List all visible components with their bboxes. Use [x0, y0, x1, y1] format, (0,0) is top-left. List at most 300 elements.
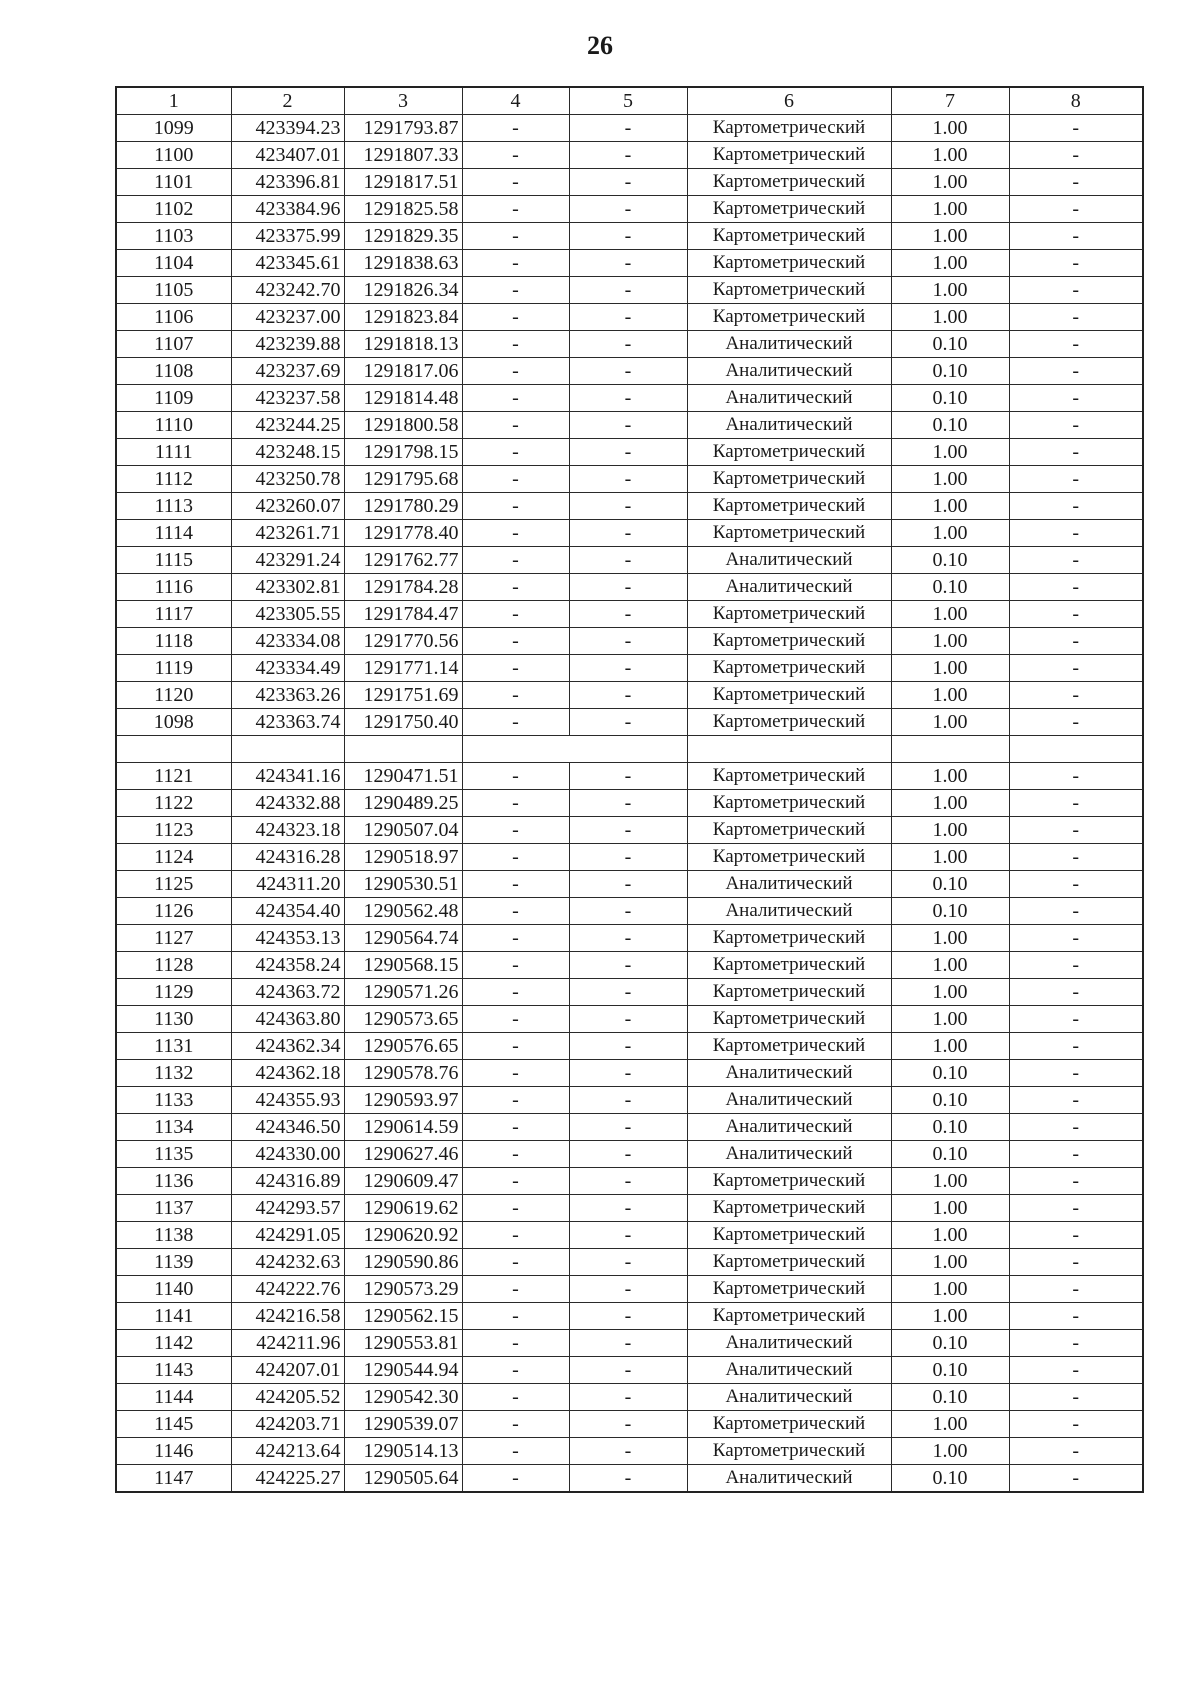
column-4-cell: - [462, 1060, 569, 1087]
column-5-cell: - [569, 277, 687, 304]
column-5-cell: - [569, 1249, 687, 1276]
column-8-cell: - [1009, 790, 1143, 817]
x-coordinate-cell: 424205.52 [231, 1384, 344, 1411]
y-coordinate-cell: 1291770.56 [344, 628, 462, 655]
table-row [116, 1384, 1143, 1411]
column-4-cell: - [462, 1303, 569, 1330]
column-5-cell: - [569, 169, 687, 196]
point-number-cell: 1139 [116, 1249, 231, 1276]
y-coordinate-cell: 1291825.58 [344, 196, 462, 223]
table-row [116, 871, 1143, 898]
column-4-cell: - [462, 277, 569, 304]
method-cell: Картометрический [687, 925, 891, 952]
column-4-cell: - [462, 196, 569, 223]
accuracy-cell: 1.00 [891, 1303, 1009, 1330]
method-cell: Аналитический [687, 1330, 891, 1357]
column-4-cell: - [462, 520, 569, 547]
x-coordinate-cell: 424316.89 [231, 1168, 344, 1195]
accuracy-cell: 1.00 [891, 1195, 1009, 1222]
accuracy-cell: 0.10 [891, 1114, 1009, 1141]
point-number-cell: 1117 [116, 601, 231, 628]
column-5-cell: - [569, 574, 687, 601]
column-8-cell: - [1009, 439, 1143, 466]
method-cell: Картометрический [687, 1006, 891, 1033]
y-coordinate-cell: 1290505.64 [344, 1465, 462, 1493]
y-coordinate-cell: 1291780.29 [344, 493, 462, 520]
column-5-cell: - [569, 709, 687, 736]
column-header: 7 [891, 87, 1009, 115]
method-cell: Аналитический [687, 412, 891, 439]
column-5-cell: - [569, 439, 687, 466]
column-8-cell: - [1009, 412, 1143, 439]
column-5-cell: - [569, 1384, 687, 1411]
accuracy-cell: 0.10 [891, 1087, 1009, 1114]
x-coordinate-cell: 424293.57 [231, 1195, 344, 1222]
point-number-cell: 1116 [116, 574, 231, 601]
method-cell: Аналитический [687, 898, 891, 925]
method-cell: Картометрический [687, 952, 891, 979]
x-coordinate-cell: 424291.05 [231, 1222, 344, 1249]
point-number-cell: 1131 [116, 1033, 231, 1060]
y-coordinate-cell: 1291771.14 [344, 655, 462, 682]
column-4-cell: - [462, 1006, 569, 1033]
x-coordinate-cell: 423237.58 [231, 385, 344, 412]
x-coordinate-cell: 423260.07 [231, 493, 344, 520]
table-row [116, 1249, 1143, 1276]
x-coordinate-cell: 424341.16 [231, 763, 344, 790]
column-5-cell: - [569, 1087, 687, 1114]
y-coordinate-cell: 1291817.51 [344, 169, 462, 196]
method-cell: Картометрический [687, 493, 891, 520]
y-coordinate-cell: 1291798.15 [344, 439, 462, 466]
method-cell: Картометрический [687, 196, 891, 223]
column-4-cell: - [462, 1465, 569, 1493]
column-8-cell: - [1009, 1168, 1143, 1195]
x-coordinate-cell [231, 736, 344, 763]
x-coordinate-cell: 424213.64 [231, 1438, 344, 1465]
column-5-cell: - [569, 331, 687, 358]
column-4-cell: - [462, 844, 569, 871]
x-coordinate-cell: 423334.49 [231, 655, 344, 682]
column-header: 8 [1009, 87, 1143, 115]
table-row [116, 925, 1143, 952]
y-coordinate-cell: 1290514.13 [344, 1438, 462, 1465]
accuracy-cell: 0.10 [891, 385, 1009, 412]
x-coordinate-cell: 423384.96 [231, 196, 344, 223]
x-coordinate-cell: 423237.00 [231, 304, 344, 331]
method-cell: Картометрический [687, 817, 891, 844]
point-number-cell: 1140 [116, 1276, 231, 1303]
column-8-cell: - [1009, 844, 1143, 871]
y-coordinate-cell: 1290593.97 [344, 1087, 462, 1114]
method-cell: Аналитический [687, 547, 891, 574]
column-8-cell: - [1009, 142, 1143, 169]
column-4-cell: - [462, 1168, 569, 1195]
y-coordinate-cell: 1290530.51 [344, 871, 462, 898]
y-coordinate-cell: 1291800.58 [344, 412, 462, 439]
y-coordinate-cell: 1290590.86 [344, 1249, 462, 1276]
column-8-cell: - [1009, 1060, 1143, 1087]
accuracy-cell: 1.00 [891, 169, 1009, 196]
point-number-cell: 1112 [116, 466, 231, 493]
method-cell: Картометрический [687, 1222, 891, 1249]
column-5-cell: - [569, 1168, 687, 1195]
table-row [116, 817, 1143, 844]
y-coordinate-cell: 1290568.15 [344, 952, 462, 979]
accuracy-cell: 1.00 [891, 1438, 1009, 1465]
column-8-cell: - [1009, 898, 1143, 925]
column-8-cell: - [1009, 574, 1143, 601]
column-header: 2 [231, 87, 344, 115]
method-cell: Аналитический [687, 331, 891, 358]
x-coordinate-cell: 424232.63 [231, 1249, 344, 1276]
method-cell: Картометрический [687, 1033, 891, 1060]
column-5-cell: - [569, 358, 687, 385]
table-row [116, 466, 1143, 493]
accuracy-cell: 1.00 [891, 196, 1009, 223]
accuracy-cell: 1.00 [891, 1411, 1009, 1438]
column-5-cell: - [569, 979, 687, 1006]
y-coordinate-cell: 1291784.28 [344, 574, 462, 601]
accuracy-cell: 1.00 [891, 601, 1009, 628]
accuracy-cell: 1.00 [891, 1249, 1009, 1276]
method-cell: Картометрический [687, 655, 891, 682]
table-row [116, 790, 1143, 817]
accuracy-cell: 0.10 [891, 871, 1009, 898]
table-row [116, 1411, 1143, 1438]
y-coordinate-cell: 1290507.04 [344, 817, 462, 844]
column-5-cell: - [569, 925, 687, 952]
x-coordinate-cell: 423237.69 [231, 358, 344, 385]
column-4-cell: - [462, 493, 569, 520]
column-8-cell: - [1009, 1006, 1143, 1033]
y-coordinate-cell: 1290562.48 [344, 898, 462, 925]
point-number-cell: 1142 [116, 1330, 231, 1357]
column-8-cell: - [1009, 628, 1143, 655]
x-coordinate-cell: 423261.71 [231, 520, 344, 547]
column-4-cell: - [462, 547, 569, 574]
table-row [116, 1303, 1143, 1330]
column-4-cell: - [462, 925, 569, 952]
accuracy-cell: 0.10 [891, 898, 1009, 925]
coordinates-table [115, 86, 1144, 1493]
column-8-cell: - [1009, 1033, 1143, 1060]
column-5-cell: - [569, 223, 687, 250]
column-4-cell: - [462, 1330, 569, 1357]
point-number-cell: 1126 [116, 898, 231, 925]
x-coordinate-cell: 424358.24 [231, 952, 344, 979]
point-number-cell: 1123 [116, 817, 231, 844]
table-row [116, 115, 1143, 142]
y-coordinate-cell: 1290553.81 [344, 1330, 462, 1357]
accuracy-cell: 0.10 [891, 1330, 1009, 1357]
point-number-cell: 1104 [116, 250, 231, 277]
y-coordinate-cell: 1291750.40 [344, 709, 462, 736]
point-number-cell: 1118 [116, 628, 231, 655]
method-cell: Картометрический [687, 169, 891, 196]
x-coordinate-cell: 423302.81 [231, 574, 344, 601]
column-4-cell: - [462, 1357, 569, 1384]
x-coordinate-cell: 423363.26 [231, 682, 344, 709]
x-coordinate-cell: 424211.96 [231, 1330, 344, 1357]
x-coordinate-cell: 423248.15 [231, 439, 344, 466]
point-number-cell: 1129 [116, 979, 231, 1006]
point-number-cell: 1110 [116, 412, 231, 439]
method-cell: Картометрический [687, 439, 891, 466]
column-8-cell: - [1009, 1411, 1143, 1438]
column-4-cell: - [462, 655, 569, 682]
x-coordinate-cell: 424363.80 [231, 1006, 344, 1033]
column-8-cell: - [1009, 547, 1143, 574]
column-8-cell: - [1009, 223, 1143, 250]
table-row [116, 250, 1143, 277]
column-header: 6 [687, 87, 891, 115]
column-4-cell: - [462, 1222, 569, 1249]
accuracy-cell: 1.00 [891, 952, 1009, 979]
column-5-cell: - [569, 385, 687, 412]
column-8-cell: - [1009, 1384, 1143, 1411]
column-4-cell: - [462, 682, 569, 709]
y-coordinate-cell: 1290573.29 [344, 1276, 462, 1303]
point-number-cell: 1099 [116, 115, 231, 142]
column-4-cell: - [462, 142, 569, 169]
method-cell [687, 736, 891, 763]
accuracy-cell: 1.00 [891, 115, 1009, 142]
point-number-cell: 1143 [116, 1357, 231, 1384]
point-number-cell: 1121 [116, 763, 231, 790]
column-5-cell: - [569, 250, 687, 277]
method-cell: Аналитический [687, 1087, 891, 1114]
method-cell: Картометрический [687, 628, 891, 655]
y-coordinate-cell: 1291826.34 [344, 277, 462, 304]
method-cell: Картометрический [687, 763, 891, 790]
method-cell: Аналитический [687, 574, 891, 601]
column-4-cell: - [462, 1249, 569, 1276]
table-row [116, 1060, 1143, 1087]
x-coordinate-cell: 423407.01 [231, 142, 344, 169]
column-5-cell: - [569, 1195, 687, 1222]
y-coordinate-cell: 1290544.94 [344, 1357, 462, 1384]
column-4-cell: - [462, 790, 569, 817]
method-cell: Картометрический [687, 682, 891, 709]
column-4-cell: - [462, 115, 569, 142]
point-number-cell: 1141 [116, 1303, 231, 1330]
y-coordinate-cell: 1290539.07 [344, 1411, 462, 1438]
table-row [116, 1033, 1143, 1060]
column-4-cell: - [462, 574, 569, 601]
method-cell: Картометрический [687, 709, 891, 736]
method-cell: Картометрический [687, 520, 891, 547]
accuracy-cell: 0.10 [891, 1384, 1009, 1411]
accuracy-cell: 0.10 [891, 547, 1009, 574]
table-row [116, 142, 1143, 169]
column-8-cell: - [1009, 1141, 1143, 1168]
table-row [116, 385, 1143, 412]
column-8-cell: - [1009, 817, 1143, 844]
table-row [116, 1114, 1143, 1141]
column-5-cell: - [569, 790, 687, 817]
x-coordinate-cell: 423305.55 [231, 601, 344, 628]
table-row [116, 196, 1143, 223]
accuracy-cell: 1.00 [891, 277, 1009, 304]
method-cell: Аналитический [687, 1465, 891, 1493]
column-4-cell: - [462, 439, 569, 466]
method-cell: Картометрический [687, 1168, 891, 1195]
point-number-cell: 1134 [116, 1114, 231, 1141]
point-number-cell: 1122 [116, 790, 231, 817]
x-coordinate-cell: 423250.78 [231, 466, 344, 493]
y-coordinate-cell: 1291795.68 [344, 466, 462, 493]
point-number-cell: 1127 [116, 925, 231, 952]
table-row [116, 574, 1143, 601]
accuracy-cell: 1.00 [891, 682, 1009, 709]
column-4-cell: - [462, 304, 569, 331]
column-8-cell: - [1009, 763, 1143, 790]
table-row [116, 358, 1143, 385]
accuracy-cell: 0.10 [891, 1060, 1009, 1087]
accuracy-cell: 1.00 [891, 1276, 1009, 1303]
column-4-cell: - [462, 763, 569, 790]
column-4-cell: - [462, 358, 569, 385]
point-number-cell: 1125 [116, 871, 231, 898]
column-5-cell: - [569, 871, 687, 898]
table-row [116, 844, 1143, 871]
x-coordinate-cell: 423244.25 [231, 412, 344, 439]
y-coordinate-cell: 1291762.77 [344, 547, 462, 574]
point-number-cell: 1109 [116, 385, 231, 412]
column-8-cell: - [1009, 1276, 1143, 1303]
method-cell: Картометрический [687, 1249, 891, 1276]
y-coordinate-cell: 1290562.15 [344, 1303, 462, 1330]
accuracy-cell: 0.10 [891, 331, 1009, 358]
column-4-cell [462, 736, 569, 763]
table-row [116, 628, 1143, 655]
accuracy-cell: 1.00 [891, 763, 1009, 790]
column-4-cell: - [462, 331, 569, 358]
y-coordinate-cell: 1290518.97 [344, 844, 462, 871]
accuracy-cell: 0.10 [891, 358, 1009, 385]
column-5-cell: - [569, 601, 687, 628]
column-4-cell: - [462, 628, 569, 655]
column-5-cell: - [569, 655, 687, 682]
point-number-cell: 1144 [116, 1384, 231, 1411]
point-number-cell: 1103 [116, 223, 231, 250]
y-coordinate-cell: 1291784.47 [344, 601, 462, 628]
column-5-cell: - [569, 1438, 687, 1465]
column-8-cell: - [1009, 1087, 1143, 1114]
column-5-cell: - [569, 1006, 687, 1033]
method-cell: Картометрический [687, 223, 891, 250]
point-number-cell: 1128 [116, 952, 231, 979]
column-5-cell: - [569, 628, 687, 655]
table-row [116, 439, 1143, 466]
accuracy-cell: 1.00 [891, 223, 1009, 250]
method-cell: Картометрический [687, 1276, 891, 1303]
method-cell: Картометрический [687, 142, 891, 169]
accuracy-cell: 1.00 [891, 790, 1009, 817]
point-number-cell: 1098 [116, 709, 231, 736]
table-row [116, 331, 1143, 358]
table-row [116, 1195, 1143, 1222]
method-cell: Аналитический [687, 1060, 891, 1087]
point-number-cell: 1113 [116, 493, 231, 520]
column-8-cell: - [1009, 493, 1143, 520]
accuracy-cell: 1.00 [891, 979, 1009, 1006]
method-cell: Картометрический [687, 844, 891, 871]
column-8-cell: - [1009, 709, 1143, 736]
column-5-cell: - [569, 898, 687, 925]
y-coordinate-cell [344, 736, 462, 763]
column-8-cell: - [1009, 925, 1143, 952]
x-coordinate-cell: 423396.81 [231, 169, 344, 196]
y-coordinate-cell: 1291838.63 [344, 250, 462, 277]
method-cell: Аналитический [687, 871, 891, 898]
table-row [116, 709, 1143, 736]
column-4-cell: - [462, 250, 569, 277]
table-row [116, 1141, 1143, 1168]
point-number-cell: 1108 [116, 358, 231, 385]
method-cell: Аналитический [687, 1357, 891, 1384]
point-number-cell: 1146 [116, 1438, 231, 1465]
point-number-cell: 1115 [116, 547, 231, 574]
y-coordinate-cell: 1290542.30 [344, 1384, 462, 1411]
y-coordinate-cell: 1290571.26 [344, 979, 462, 1006]
accuracy-cell: 0.10 [891, 1465, 1009, 1493]
accuracy-cell: 0.10 [891, 412, 1009, 439]
column-8-cell: - [1009, 1357, 1143, 1384]
accuracy-cell: 1.00 [891, 709, 1009, 736]
method-cell: Картометрический [687, 1303, 891, 1330]
table-row [116, 601, 1143, 628]
accuracy-cell: 1.00 [891, 844, 1009, 871]
point-number-cell [116, 736, 231, 763]
column-5-cell: - [569, 1222, 687, 1249]
column-5-cell: - [569, 1303, 687, 1330]
accuracy-cell: 1.00 [891, 493, 1009, 520]
point-number-cell: 1138 [116, 1222, 231, 1249]
y-coordinate-cell: 1290564.74 [344, 925, 462, 952]
x-coordinate-cell: 424346.50 [231, 1114, 344, 1141]
column-5-cell: - [569, 817, 687, 844]
column-8-cell: - [1009, 871, 1143, 898]
method-cell: Картометрический [687, 979, 891, 1006]
point-number-cell: 1124 [116, 844, 231, 871]
table-row [116, 1222, 1143, 1249]
column-4-cell: - [462, 1033, 569, 1060]
column-5-cell: - [569, 1033, 687, 1060]
column-4-cell: - [462, 466, 569, 493]
column-4-cell: - [462, 709, 569, 736]
x-coordinate-cell: 423334.08 [231, 628, 344, 655]
column-5-cell: - [569, 493, 687, 520]
x-coordinate-cell: 424207.01 [231, 1357, 344, 1384]
column-4-cell: - [462, 817, 569, 844]
point-number-cell: 1120 [116, 682, 231, 709]
x-coordinate-cell: 424225.27 [231, 1465, 344, 1493]
column-5-cell: - [569, 1141, 687, 1168]
table-row [116, 1276, 1143, 1303]
method-cell: Картометрический [687, 601, 891, 628]
column-8-cell: - [1009, 1438, 1143, 1465]
table-row [116, 952, 1143, 979]
column-4-cell: - [462, 898, 569, 925]
method-cell: Картометрический [687, 790, 891, 817]
y-coordinate-cell: 1290573.65 [344, 1006, 462, 1033]
column-8-cell: - [1009, 331, 1143, 358]
table-row [116, 304, 1143, 331]
accuracy-cell: 1.00 [891, 439, 1009, 466]
y-coordinate-cell: 1291817.06 [344, 358, 462, 385]
